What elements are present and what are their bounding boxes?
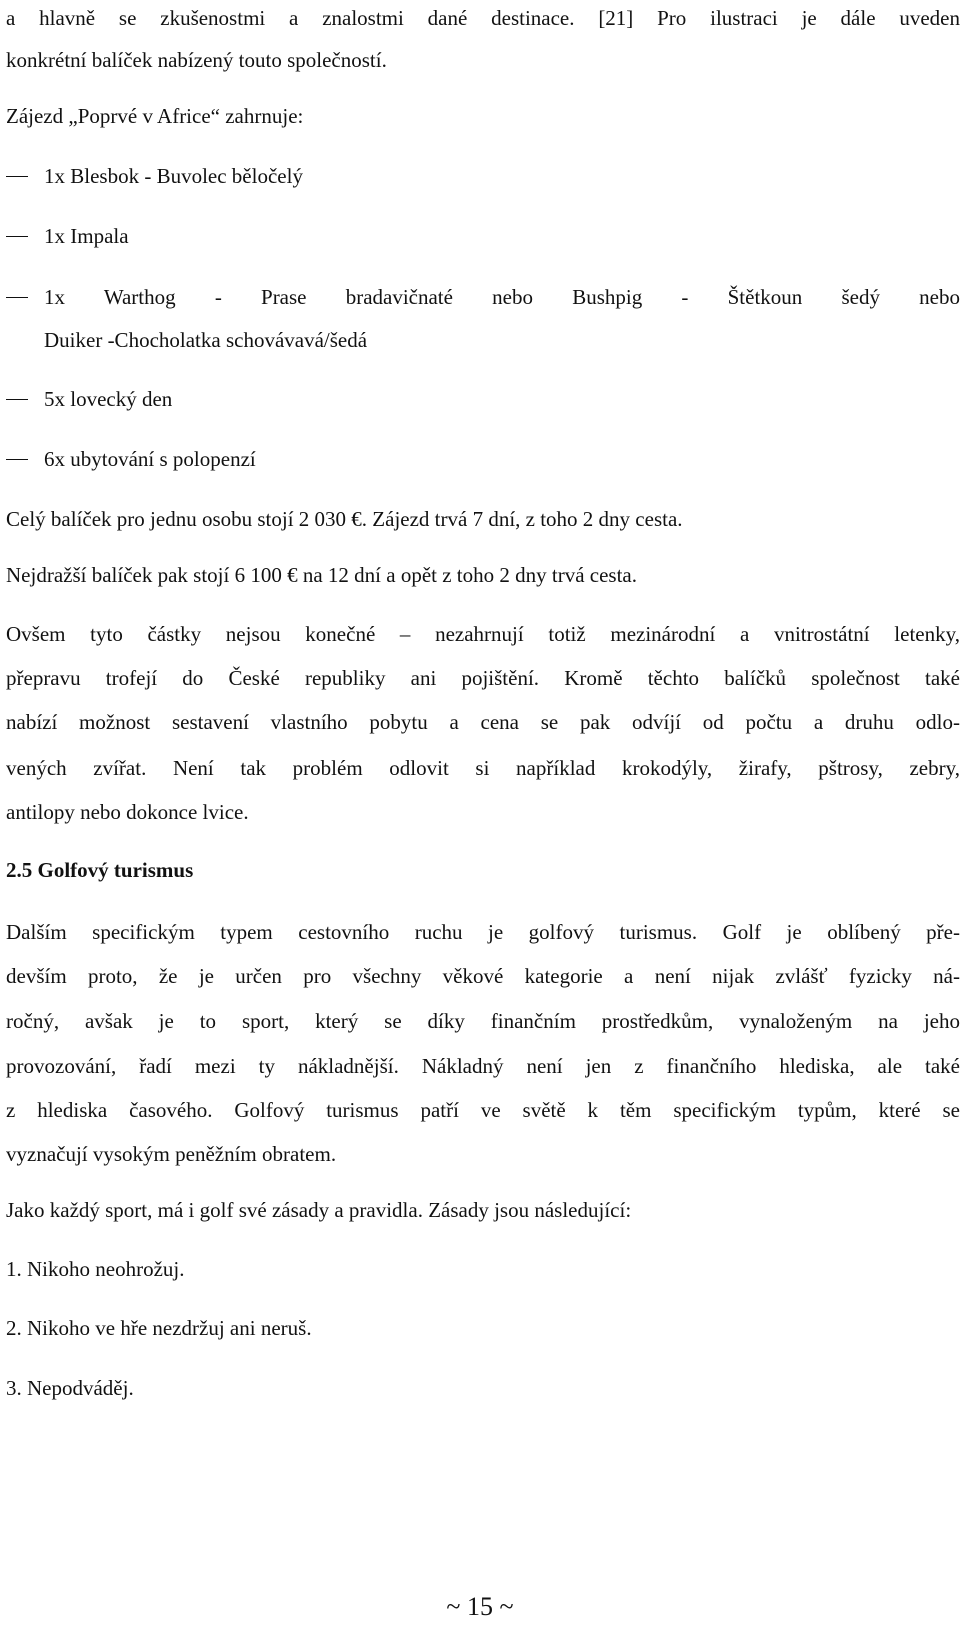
package-item: 5x lovecký den	[44, 387, 173, 411]
golf-line: Dalším specifickým typem cestovního ruchu je golfový turismus. Golf je oblíbený pře-	[6, 920, 960, 944]
package-item: 1x Warthog - Prase bradavičnaté nebo Bushpig - Štětkoun šedý nebo	[44, 285, 960, 309]
golf-line: vyznačují vysokým peněžním obratem.	[6, 1142, 337, 1166]
costs-line: nabízí možnost sestavení vlastního pobytu a cena se pak odvíjí od počtu a druhu odlo-	[6, 710, 960, 734]
golf-line: provozování, řadí mezi ty nákladnější. Nákladný není jen z finančního hlediska, ale také	[6, 1054, 960, 1078]
golf-line: devším proto, že je určen pro všechny věkové kategorie a není nijak zvlášť fyzicky ná-	[6, 964, 960, 988]
page-number: ~ 15 ~	[446, 1592, 514, 1621]
dash-bullet-icon	[6, 236, 28, 237]
rules-intro: Jako každý sport, má i golf své zásady a pravidla. Zásady jsou následující:	[6, 1198, 632, 1222]
rule-item: 1. Nikoho neohrožuj.	[6, 1257, 185, 1281]
package-item: 1x Impala	[44, 224, 129, 248]
dash-bullet-icon	[6, 399, 28, 400]
package-item: 6x ubytování s polopenzí	[44, 447, 256, 471]
intro-line-2: konkrétní balíček nabízený touto společností.	[6, 48, 387, 72]
costs-line: přepravu trofejí do České republiky ani pojištění. Kromě těchto balíčků společnost také	[6, 666, 960, 690]
dash-bullet-icon	[6, 459, 28, 460]
price-line-2: Nejdražší balíček pak stojí 6 100 € na 12 dní a opět z toho 2 dny trvá cesta.	[6, 563, 637, 587]
dash-bullet-icon	[6, 176, 28, 177]
section-heading: 2.5 Golfový turismus	[6, 858, 194, 882]
intro-line-1: a hlavně se zkušenostmi a znalostmi dané destinace. [21] Pro ilustraci je dále uveden	[6, 6, 960, 30]
package-title: Zájezd „Poprvé v Africe“ zahrnuje:	[6, 104, 304, 128]
costs-line: Ovšem tyto částky nejsou konečné – nezahrnují totiž mezinárodní a vnitrostátní letenky,	[6, 622, 960, 646]
rule-item: 2. Nikoho ve hře nezdržuj ani neruš.	[6, 1316, 312, 1340]
package-item: 1x Blesbok - Buvolec běločelý	[44, 164, 303, 188]
costs-line: vených zvířat. Není tak problém odlovit si například krokodýly, žirafy, pštrosy, zebry,	[6, 756, 960, 780]
dash-bullet-icon	[6, 297, 28, 298]
golf-line: ročný, avšak je to sport, který se díky finančním prostředkům, vynaloženým na jeho	[6, 1009, 960, 1033]
package-item-continuation: Duiker -Chocholatka schovávavá/šedá	[44, 328, 368, 352]
price-line-1: Celý balíček pro jednu osobu stojí 2 030 €. Zájezd trvá 7 dní, z toho 2 dny cesta.	[6, 507, 683, 531]
costs-line: antilopy nebo dokonce lvice.	[6, 800, 249, 824]
rule-item: 3. Nepodváděj.	[6, 1376, 134, 1400]
golf-line: z hlediska časového. Golfový turismus patří ve světě k těm specifickým typům, které se	[6, 1098, 960, 1122]
